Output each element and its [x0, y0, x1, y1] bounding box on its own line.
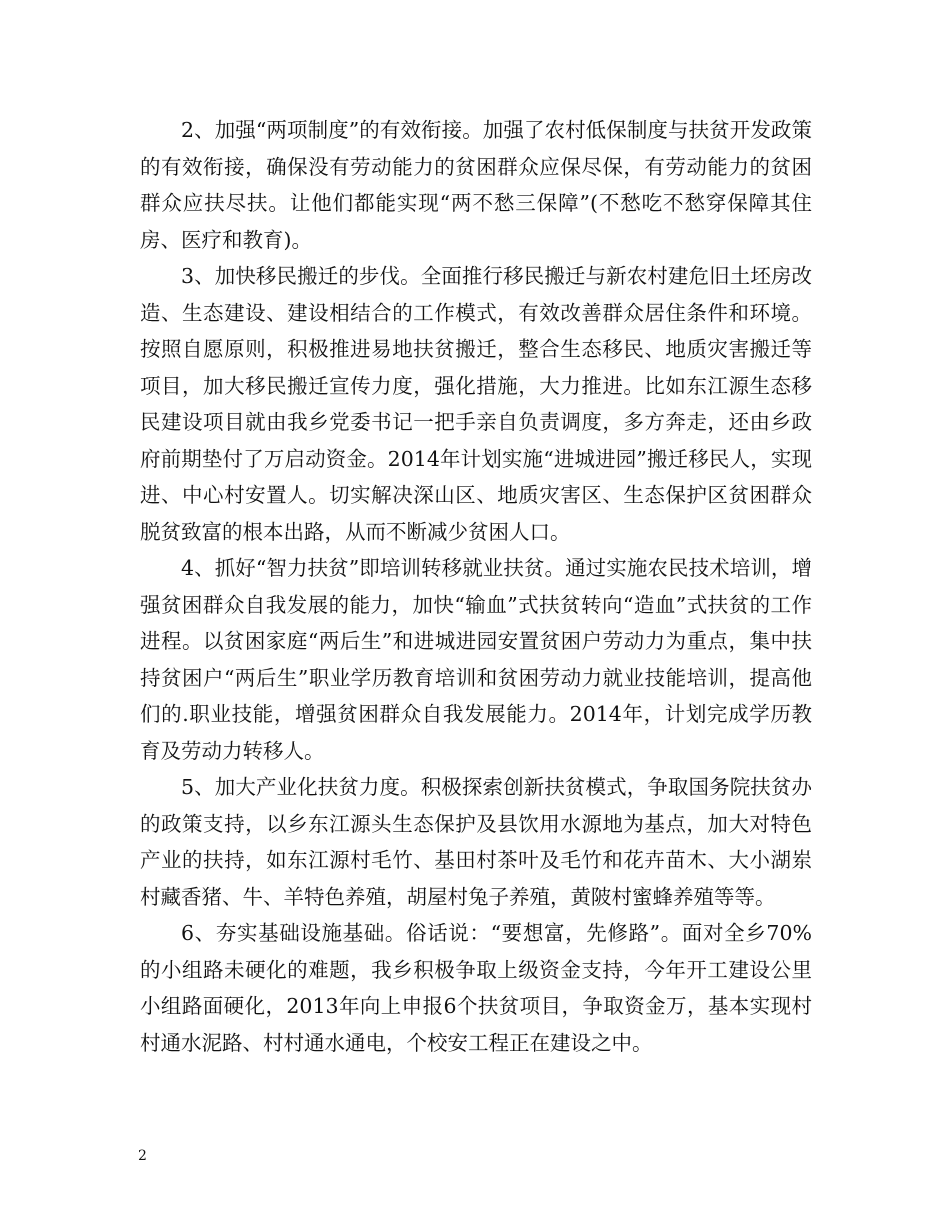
paragraph-infrastructure: 6、夯实基础设施基础。俗话说：“要想富，先修路”。面对全乡70%的小组路未硬化的难题，我乡积极争取上级资金支持，今年开工建设公里小组路面硬化，2013年向上申报6个扶贫项目，争取资金万，基本实现村村通水泥路、村村通水通电，个校安工程正在建设之中。 — [140, 921, 812, 1055]
paragraph-relocation: 3、加快移民搬迁的步伐。全面推行移民搬迁与新农村建危旧土坯房改造、生态建设、建设相结合的工作模式，有效改善群众居住条件和环境。按照自愿原则，积极推进易地扶贫搬迁，整合生态移民、地质灾害搬迁等项目，加大移民搬迁宣传力度，强化措施，大力推进。比如东江源生态移民建设项目就由我乡党委书记一把手亲自负责调度，多方奔走，还由乡政府前期垫付了万启动资金。2014年计划实施“进城进园”搬迁移民人，实现进、中心村安置人。切实解决深山区、地质灾害区、生态保护区贫困群众脱贫致富的根本出路，从而不断减少贫困人口。 — [140, 264, 812, 544]
paragraph-two-systems: 2、加强“两项制度”的有效衔接。加强了农村低保制度与扶贫开发政策的有效衔接，确保没有劳动能力的贫困群众应保尽保，有劳动能力的贫困群众应扶尽扶。让他们都能实现“两不愁三保障”(不愁吃不愁穿保障其住房、医疗和教育)。 — [140, 118, 812, 252]
document-body — [140, 112, 812, 1061]
page-number: 2 — [138, 1148, 147, 1164]
paragraph-skills-training: 4、抓好“智力扶贫”即培训转移就业扶贫。通过实施农民技术培训，增强贫困群众自我发展的能力，加快“输血”式扶贫转向“造血”式扶贫的工作进程。以贫困家庭“两后生”和进城进园安置贫困户劳动力为重点，集中扶持贫困户“两后生”职业学历教育培训和贫困劳动力就业技能培训，提高他们的.职业技能，增强贫困群众自我发展能力。2014年，计划完成学历教育及劳动力转移人。 — [140, 556, 812, 763]
paragraph-industry: 5、加大产业化扶贫力度。积极探索创新扶贫模式，争取国务院扶贫办的政策支持，以乡东江源头生态保护及县饮用水源地为基点，加大对特色产业的扶持，如东江源村毛竹、基田村茶叶及毛竹和花卉苗木、大小湖岽村藏香猪、牛、羊特色养殖，胡屋村兔子养殖，黄陂村蜜蜂养殖等等。 — [140, 775, 812, 909]
